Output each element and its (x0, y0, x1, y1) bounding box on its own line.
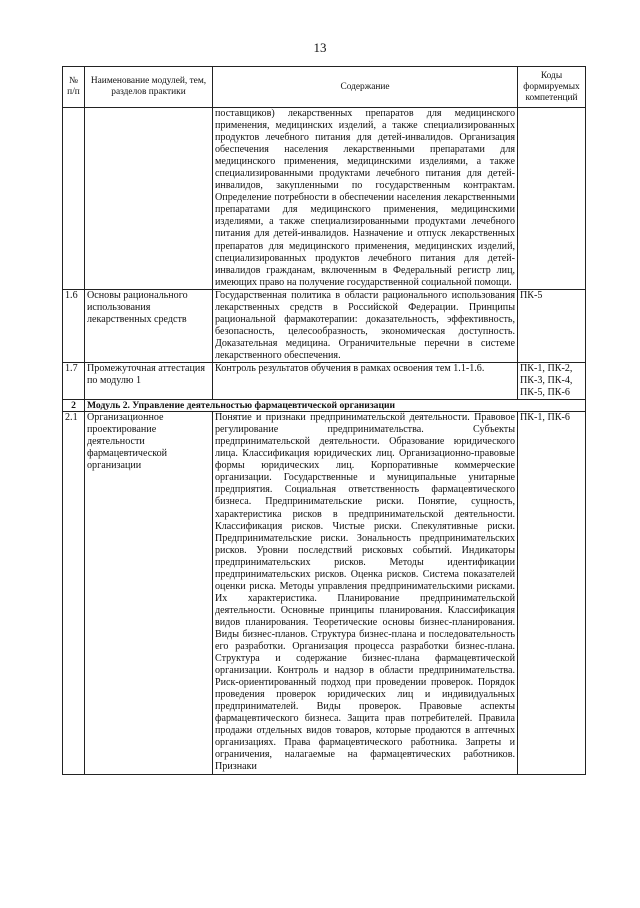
table-row-continuation (63, 108, 586, 290)
cell-codes: ПК-1, ПК-2, ПК-3, ПК-4, ПК-5, ПК-6 (518, 362, 586, 399)
table-row-1-6 (63, 289, 586, 362)
cell-num: 2.1 (63, 412, 85, 774)
table-row-2-1 (63, 412, 586, 774)
header-name: Наименование модулей, тем, разделов практики (85, 67, 213, 108)
curriculum-table (62, 66, 586, 775)
module-heading-row (63, 400, 586, 412)
header-content: Содержание (213, 67, 518, 108)
module-title: Модуль 2. Управление деятельностью фармацевтической организации (85, 400, 586, 412)
cell-content: Государственная политика в области рационального использования лекарственных средств в Российской Федерации. Принципы рациональной фармакотерапии: доказательность, эффективность, безопасность, целесообразность, экономическая доступность. Доказательная медицина. Ограничительные перечни в системе лекарственного обеспечения. (213, 289, 518, 362)
header-codes: Коды формируемых компетенций (518, 67, 586, 108)
cell-content: Контроль результатов обучения в рамках освоения тем 1.1-1.6. (213, 362, 518, 399)
table-row-1-7 (63, 362, 586, 399)
cell-content: поставщиков) лекарственных препаратов для медицинского применения, медицинских изделий, а также специализированных продуктов лечебного питания для детей-инвалидов. Организация обеспечения населения лекарственными препаратами для медицинского применения, медицинскими изделиями, а также специализированными продуктами лечебного питания для детей-инвалидов, закупленными по государственным контрактам. Определение потребности в обеспечении населения лекарственными препаратами для медицинского применения, медицинскими изделиями, а также специализированными продуктами лечебного питания для детей-инвалидов. Назначение и отпуск лекарственных препаратов для медицинского применения, медицинских изделий, специализированных продуктов лечебного питания для детей-инвалидов гражданам, включенным в Федеральный регистр лиц, имеющих право на получение государственной социальной помощи. (213, 108, 518, 290)
cell-codes (518, 108, 586, 290)
table-header-row (63, 67, 586, 108)
cell-name: Основы рационального использования лекарственных средств (85, 289, 213, 362)
cell-name: Промежуточная аттестация по модулю 1 (85, 362, 213, 399)
page-number: 13 (313, 40, 327, 55)
cell-name: Организационное проектирование деятельности фармацевтической организации (85, 412, 213, 774)
header-num: № п/п (63, 67, 85, 108)
cell-codes: ПК-1, ПК-6 (518, 412, 586, 774)
cell-num: 1.7 (63, 362, 85, 399)
cell-name (85, 108, 213, 290)
cell-num (63, 108, 85, 290)
module-num: 2 (63, 400, 85, 412)
cell-num: 1.6 (63, 289, 85, 362)
cell-codes: ПК-5 (518, 289, 586, 362)
cell-content: Понятие и признаки предпринимательской деятельности. Правовое регулирование предпринимательства. Субъекты предпринимательской деятельности. Образование юридического лица. Классификация юридических лиц. Организационно-правовые формы юридических лиц. Корпоративные коммерческие организации. Государственные и муниципальные унитарные предприятия. Социальная ответственность фармацевтического бизнеса. Предпринимательские риски. Понятие, сущность, характеристика рисков в предпринимательской деятельности. Классификация рисков. Чистые риски. Спекулятивные риски. Предпринимательские риски. Зональность предпринимательских рисков. Уровни последствий рисковых событий. Индикаторы предпринимательских рисков. Методы идентификации предпринимательских рисков. Оценка рисков. Система показателей оценки риска. Методы управления предпринимательскими рисками. Их характеристика. Планирование предпринимательской деятельности. Основные принципы планирования. Классификация видов планирования. Теоретические основы бизнес-планирования. Виды бизнес-планов. Структура бизнес-плана и последовательность его разработки. Организация процесса разработки бизнес-плана. Структура и содержание бизнес-плана фармацевтической организации. Контроль и надзор в области предпринимательства. Риск-ориентированный подход при проведении проверок. Порядок проведения проверок юридических лиц и индивидуальных предпринимателей. Виды проверок. Правовые аспекты фармацевтического бизнеса. Защита прав потребителей. Правила продажи отдельных видов товаров, которые продаются в аптечных организациях. Права фармацевтического работника. Запреты и ограничения, налагаемые на фармацевтических работников. Признаки (213, 412, 518, 774)
